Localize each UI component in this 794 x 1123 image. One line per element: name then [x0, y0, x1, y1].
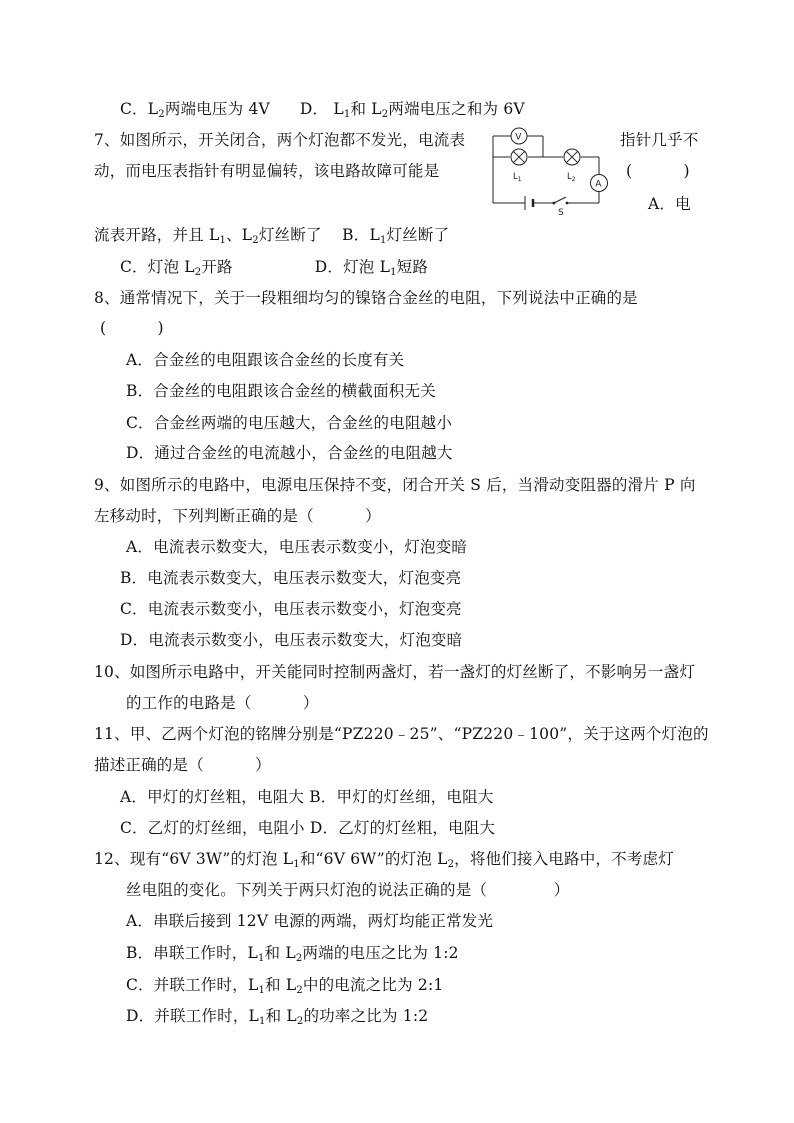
q9-option-b: B．电流表示数变大，电压表示数变大，灯泡变亮 [120, 569, 462, 587]
q12-stem-line1: 12、现有“6V 3W”的灯泡 $L_1$和“6V 6W”的灯泡 $L_2$，将他们接入电路中，不考虑灯 [94, 850, 674, 870]
battery-icon [525, 196, 533, 210]
q12-option-d: D．并联工作时，$L_1$和 $L_2$的功率之比为 1:2 [126, 1007, 429, 1027]
q6-options-cd [120, 98, 525, 120]
q12-option-c: C．并联工作时，$L_1$和 $L_2$中的电流之比为 2:1 [126, 976, 444, 996]
q7-option-c: C．灯泡 $L_2$开路 [120, 258, 233, 278]
q8-option-b: B．合金丝的电阻跟该合金丝的横截面积无关 [126, 382, 436, 400]
q9-stem-line1: 9、如图所示的电路中，电源电压保持不变，闭合开关 S 后，当滑动变阻器的滑片 P 向 [94, 476, 696, 494]
switch-label: S [558, 208, 564, 215]
q11-stem-line2: 描述正确的是（ ） [94, 756, 271, 774]
q7-stem-line1-right: 指针几乎不 [620, 131, 699, 149]
q6-option-d: D． $L_1$和 $L_2$两端电压之和为 6V [299, 100, 525, 120]
lamp-l2-label: $L_2$ [567, 172, 576, 183]
q11-options-ab: A．甲灯的灯丝粗，电阻大 B．甲灯的灯丝细，电阻大 [120, 788, 494, 806]
q7-stem-line1: 7、如图所示，开关闭合，两个灯泡都不发光，电流表 [94, 131, 466, 149]
q7-option-a-start: A．电 [648, 195, 691, 213]
q8-stem-line1: 8、通常情况下，关于一段粗细均匀的镍铬合金丝的电阻，下列说法中正确的是 [94, 289, 638, 307]
q7-stem-line2: 动，而电压表指针有明显偏转，该电路故障可能是 [94, 162, 440, 180]
q10-stem-line1: 10、如图所示电路中，开关能同时控制两盏灯，若一盏灯的灯丝断了，不影响另一盏灯 [94, 663, 696, 681]
lamp-l2-icon [564, 149, 580, 183]
q7-options-cd [120, 256, 428, 278]
q6-option-c: C．$L_2$两端电压为 4V [120, 100, 270, 120]
q8-option-d: D．通过合金丝的电流越小，合金丝的电阻越大 [126, 444, 453, 462]
q12-option-b: B．串联工作时，$L_1$和 $L_2$两端的电压之比为 1:2 [126, 944, 459, 964]
q11-options-cd: C．乙灯的灯丝细，电阻小 D．乙灯的灯丝粗，电阻大 [120, 819, 496, 837]
lamp-l1-icon [511, 149, 527, 183]
voltmeter-label: V [515, 132, 522, 143]
voltmeter-icon [511, 128, 527, 144]
q9-stem-line2: 左移动时，下列判断正确的是（ ） [94, 507, 381, 525]
switch-icon [553, 197, 569, 215]
ammeter-icon [591, 175, 608, 192]
q8-option-a: A．合金丝的电阻跟该合金丝的长度有关 [126, 351, 405, 369]
lamp-l1-label: $L_1$ [513, 172, 522, 183]
q9-option-a: A．电流表示数变大，电压表示数变小，灯泡变暗 [126, 538, 468, 556]
q12-option-a: A．串联后接到 12V 电源的两端，两灯均能正常发光 [126, 912, 494, 930]
q7-options-ab: 流表开路，并且 $L_1$、$L_2$灯丝断了 B．$L_1$灯丝断了 [94, 226, 450, 246]
q7-answer-blank: ( ) [626, 162, 690, 180]
q9-option-c: C．电流表示数变小，电压表示数变小，灯泡变亮 [120, 600, 462, 618]
q12-stem-line2: 丝电阻的变化。下列关于两只灯泡的说法正确的是（ ） [126, 881, 570, 899]
q8-answer-blank: ( ) [100, 319, 164, 337]
q8-option-c: C．合金丝两端的电压越大，合金丝的电阻越小 [126, 414, 453, 432]
q7-option-d: D．灯泡 $L_1$短路 [314, 258, 429, 278]
q7-circuit-diagram [487, 127, 613, 215]
q9-option-d: D．电流表示数变小，电压表示数变大，灯泡变暗 [120, 631, 463, 649]
ammeter-label: A [595, 179, 602, 190]
q10-stem-line2: 的工作的电路是（ ） [126, 694, 319, 712]
q11-stem-line1: 11、甲、乙两个灯泡的铭牌分别是“PZ220﹣25”、“PZ220﹣100”，关于这两个灯泡的 [94, 725, 709, 743]
